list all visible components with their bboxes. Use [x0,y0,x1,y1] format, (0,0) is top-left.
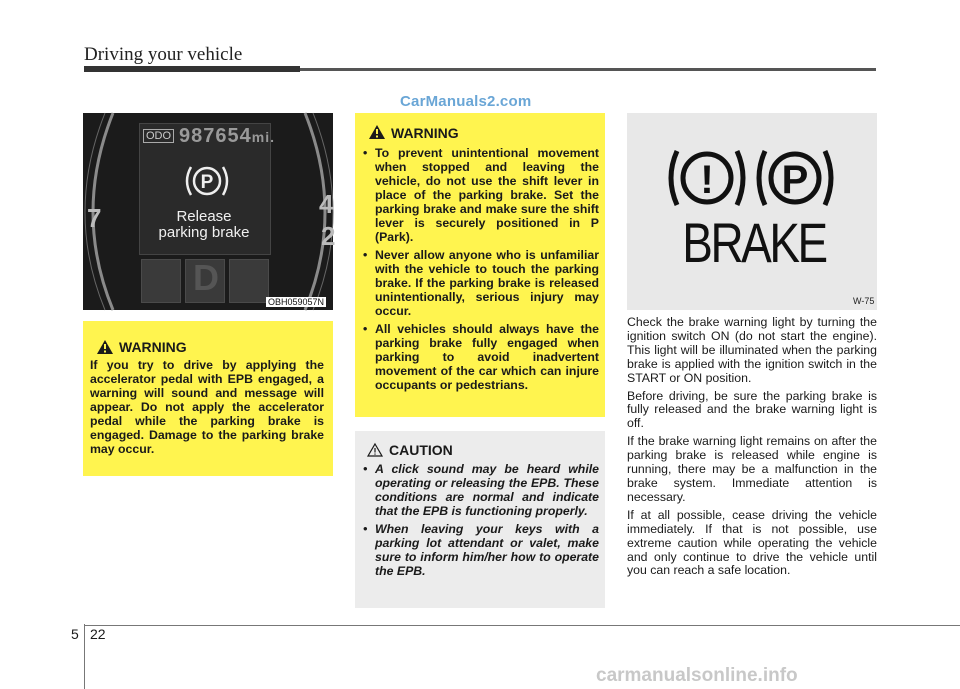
gear-indicator: D [193,257,219,298]
body-paragraph: Before driving, be sure the parking brake is fully released and the brake warning light is off. [627,388,877,431]
brake-warning-symbols [667,143,837,213]
odo-label: ODO [143,129,174,143]
gauge-number-left: 7 [87,203,102,233]
svg-text:P: P [200,172,214,193]
chapter-number: 5 [71,626,79,642]
watermark-top: CarManuals2.com [400,93,532,110]
cluster-illustration [83,113,336,310]
figure-code-left: OBH059057N [268,297,325,307]
cluster-message: Release parking brake [158,208,250,241]
svg-text:P: P [781,158,809,202]
caution-item: • When leaving your keys with a parking lot attendant or valet, make sure to inform him/her how to operate the EPB. [363,522,599,578]
body-paragraph: If at all possible, cease driving the vehicle immediately. If that is not possible, use extreme caution while operating the vehicle and only continue to drive the vehicle until you can reach a safe location. [627,507,877,578]
warning-box-left [83,321,333,476]
caution-box [355,431,605,608]
page-header-title: Driving your vehicle [84,44,243,65]
brake-p-icon [759,151,831,205]
brake-warning-light-illustration [627,113,877,310]
warning-item: • To prevent unintentional movement when stopped and leaving the vehicle, do not use the shift lever in place of the parking brake. Set the parking brake and make sure the shift lever is securely positioned in P (Park). [363,146,599,244]
odo-value: 987654mi. [179,125,275,147]
caution-title: CAUTION [389,442,453,458]
caution-triangle-icon [367,443,383,457]
warning-item: • All vehicles should always have the parking brake fully engaged when parking to avoid inadvertent movement of the car which can injure occupants or pedestrians. [363,322,599,392]
gauge-number-right-bottom: 2 [321,221,336,251]
body-paragraph: If the brake warning light remains on after the parking brake is released while engine is running, there may be a malfunction in the brake system. Immediate attention is necessary. [627,434,877,504]
warning-title: WARNING [391,125,459,141]
warning-triangle-icon [97,340,113,354]
svg-text:!: ! [700,158,714,202]
warning-list [361,146,599,396]
warning-text: If you try to drive by applying the accelerator pedal with EPB engaged, a warning will sound and message will appear. Do not apply the accelerator pedal while the parking brake is engaged. Damage to the parking brake may occur. [90,358,324,456]
header-rule [300,68,876,71]
footer-rule [84,625,960,626]
warning-item: • Never allow anyone who is unfamiliar with the vehicle to touch the parking brake. If the parking brake is released unintentionally, serious injury may occur. [363,248,599,318]
body-paragraph: Check the brake warning light by turning the ignition switch ON (do not start the engine). This light will be illuminated when the parking brake is applied with the ignition switch in the START or ON position. [627,315,877,385]
warning-triangle-icon [369,125,385,139]
cluster-cell-right [229,259,269,303]
cluster-cell-left [141,259,181,303]
warning-title: WARNING [119,339,187,355]
brake-exclamation-icon [671,151,743,205]
figure-code-right: W-75 [853,296,875,306]
body-text [627,316,877,582]
page-number: 22 [90,626,106,642]
parking-brake-icon [185,159,229,203]
warning-box-middle [355,113,605,417]
footer-divider [84,624,85,689]
brake-word: BRAKE [682,211,826,274]
caution-item: • A click sound may be heard while operating or releasing the EPB. These conditions are normal and indicate that the EPB is functioning properly. [363,462,599,518]
caution-list [361,462,599,582]
header-rule-dark [84,66,300,72]
watermark-bottom: carmanualsonline.info [596,665,798,686]
gauge-number-right-top: 4 [319,189,334,219]
